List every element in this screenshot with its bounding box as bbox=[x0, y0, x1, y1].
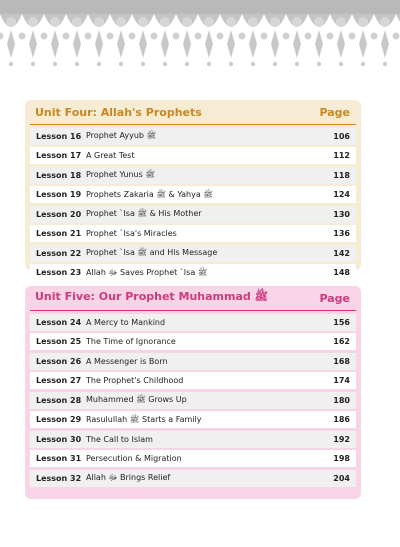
lesson-row-32[interactable] bbox=[30, 470, 356, 487]
lesson-row-30[interactable] bbox=[30, 431, 356, 448]
lesson-number: Lesson 16 bbox=[36, 131, 82, 141]
lesson-number: Lesson 26 bbox=[36, 356, 82, 366]
lesson-page: 186 bbox=[333, 415, 350, 424]
lesson-number: Lesson 20 bbox=[36, 209, 82, 219]
lesson-number: Lesson 19 bbox=[36, 190, 82, 199]
lesson-page: 136 bbox=[333, 229, 350, 238]
unit-four-page-label: Page bbox=[319, 105, 350, 119]
lesson-row-19[interactable] bbox=[30, 186, 356, 203]
lesson-number: Lesson 18 bbox=[36, 170, 82, 180]
lesson-number: Lesson 24 bbox=[36, 317, 82, 327]
unit-five-page-label: Page bbox=[319, 291, 350, 305]
lesson-page: 148 bbox=[333, 268, 350, 277]
lesson-number: Lesson 30 bbox=[36, 434, 82, 444]
lesson-row-18[interactable] bbox=[30, 167, 356, 184]
lesson-page: 168 bbox=[333, 356, 350, 366]
lesson-row-17[interactable] bbox=[30, 147, 356, 164]
lesson-title: The Prophet's Childhood bbox=[86, 376, 184, 385]
lesson-number: Lesson 25 bbox=[36, 337, 82, 346]
lesson-title: Prophet `Isa ﷺ & His Mother bbox=[86, 209, 202, 218]
lesson-page: 198 bbox=[333, 454, 350, 463]
lesson-row-29[interactable] bbox=[30, 411, 356, 428]
lesson-row-25[interactable] bbox=[30, 333, 356, 350]
lesson-title: Prophet Ayyub ﷺ bbox=[86, 131, 157, 140]
lesson-number: Lesson 17 bbox=[36, 151, 82, 160]
lesson-number: Lesson 28 bbox=[36, 395, 82, 405]
unit-four-toc bbox=[25, 100, 361, 277]
lesson-page: 174 bbox=[333, 376, 350, 385]
lesson-page: 118 bbox=[333, 170, 350, 180]
lesson-row-26[interactable] bbox=[30, 353, 356, 370]
lesson-row-24[interactable] bbox=[30, 314, 356, 331]
lesson-row-28[interactable] bbox=[30, 392, 356, 409]
lesson-row-31[interactable] bbox=[30, 450, 356, 467]
lesson-title: Allah ﷻ Brings Relief bbox=[86, 473, 171, 482]
lesson-title: Prophets Zakaria ﷺ & Yahya ﷺ bbox=[86, 189, 213, 199]
lesson-row-16[interactable] bbox=[30, 128, 356, 145]
lesson-title: The Time of Ignorance bbox=[86, 337, 176, 346]
lesson-page: 162 bbox=[333, 337, 350, 346]
lesson-title: A Great Test bbox=[86, 151, 135, 160]
lesson-title: Prophet `Isa's Miracles bbox=[86, 229, 177, 238]
unit-five-header bbox=[30, 286, 356, 311]
lesson-page: 204 bbox=[333, 473, 350, 483]
unit-five-title: Unit Five: Our Prophet Muhammad ﷺ bbox=[35, 290, 268, 303]
lesson-number: Lesson 32 bbox=[36, 473, 82, 483]
lesson-page: 142 bbox=[333, 248, 350, 258]
lesson-number: Lesson 23 bbox=[36, 268, 82, 277]
lesson-row-27[interactable] bbox=[30, 372, 356, 389]
lesson-title: Persecution & Migration bbox=[86, 454, 182, 463]
lesson-page: 180 bbox=[333, 395, 350, 405]
lesson-number: Lesson 27 bbox=[36, 376, 82, 385]
lesson-number: Lesson 22 bbox=[36, 248, 82, 258]
lesson-title: A Mercy to Mankind bbox=[86, 317, 166, 327]
lesson-title: A Messenger is Born bbox=[86, 356, 168, 366]
lesson-page: 106 bbox=[333, 131, 350, 141]
lesson-number: Lesson 21 bbox=[36, 229, 82, 238]
lesson-title: Allah ﷻ Saves Prophet `Isa ﷺ bbox=[86, 267, 208, 277]
lesson-page: 130 bbox=[333, 209, 350, 219]
unit-five-toc bbox=[25, 286, 361, 499]
lesson-page: 124 bbox=[333, 190, 350, 199]
lesson-title: Muhammed ﷺ Grows Up bbox=[86, 395, 187, 404]
lesson-number: Lesson 31 bbox=[36, 454, 82, 463]
lesson-number: Lesson 29 bbox=[36, 415, 82, 424]
lesson-title: Prophet Yunus ﷺ bbox=[86, 170, 156, 179]
lesson-row-21[interactable] bbox=[30, 225, 356, 242]
lesson-page: 112 bbox=[333, 151, 350, 160]
lesson-title: Prophet `Isa ﷺ and His Message bbox=[86, 248, 218, 257]
lesson-row-20[interactable] bbox=[30, 206, 356, 223]
lesson-row-23[interactable] bbox=[30, 264, 356, 281]
lesson-page: 156 bbox=[333, 317, 350, 327]
unit-four-header bbox=[30, 100, 356, 125]
unit-four-title: Unit Four: Allah's Prophets bbox=[35, 105, 202, 119]
lesson-title: The Call to Islam bbox=[86, 434, 153, 444]
lesson-page: 192 bbox=[333, 434, 350, 444]
decorative-ornament-border bbox=[0, 0, 400, 72]
lesson-row-22[interactable] bbox=[30, 245, 356, 262]
lesson-title: Rasulullah ﷺ Starts a Family bbox=[86, 414, 202, 424]
